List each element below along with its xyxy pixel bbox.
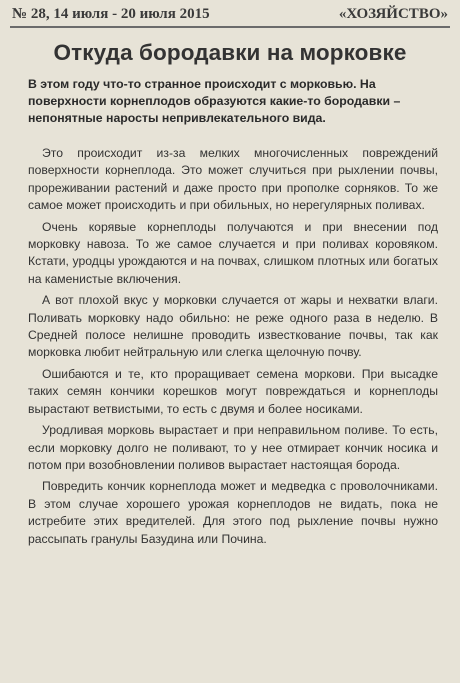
paragraph: А вот плохой вкус у морковки случается от жары и нехватки влаги. Поливать морковку надо обильно: не реже одного раза в неделю. В Средней полосе нелишне проводить известкование почвы, так как морковка любит нейтральную или слегка щелочную почву. xyxy=(28,293,438,360)
paragraph: Ошибаются и те, кто проращивает семена моркови. При высадке таких семян кончики корешков могут повреждаться и корнеплоды вырастают ветвистыми, то есть с двумя и более носиками. xyxy=(28,366,438,416)
article-body xyxy=(28,145,438,548)
article-lead: В этом году что-то странное происходит с морковью. На поверхности корнеплодов образуются какие-то бородавки – непонятные наросты непривлекательного вида. xyxy=(28,77,401,125)
paragraph: Уродливая морковь вырастает и при неправильном поливе. То есть, если морковку долго не поливают, то у нее отмирает кончик носика и потом при возобновлении поливов вырастает настоящая борода. xyxy=(28,423,438,472)
section-name: «ХОЗЯЙСТВО» xyxy=(338,6,448,22)
paragraph: Повредить кончик корнеплода может и медведка с проволочниками. В этом случае хорошего урожая корнеплодов не видать, пока не истребите этих вредителей. Для этого под рыхление почвы нужно рассыпать гранулы Базудина или Почина. xyxy=(28,479,438,546)
paragraph: Это происходит из-за мелких многочисленных повреждений поверхности корнеплода. Это может случиться при рыхлении почвы, прореживании растений и даже просто при прополке сорняков. То же самое может происходить и при обильных, но нерегулярных поливах. xyxy=(28,146,438,213)
issue-info: № 28, 14 июля - 20 июля 2015 xyxy=(12,6,210,22)
article-title: Откуда бородавки на морковке xyxy=(53,40,407,65)
paragraph: Очень корявые корнеплоды получаются и при внесении под морковку навоза. То же самое случается и при поливах коровяком. Кстати, уродцы урождаются и на почвах, слишком плотных или богатых на каменистые включения. xyxy=(28,219,438,286)
masthead xyxy=(10,6,450,28)
